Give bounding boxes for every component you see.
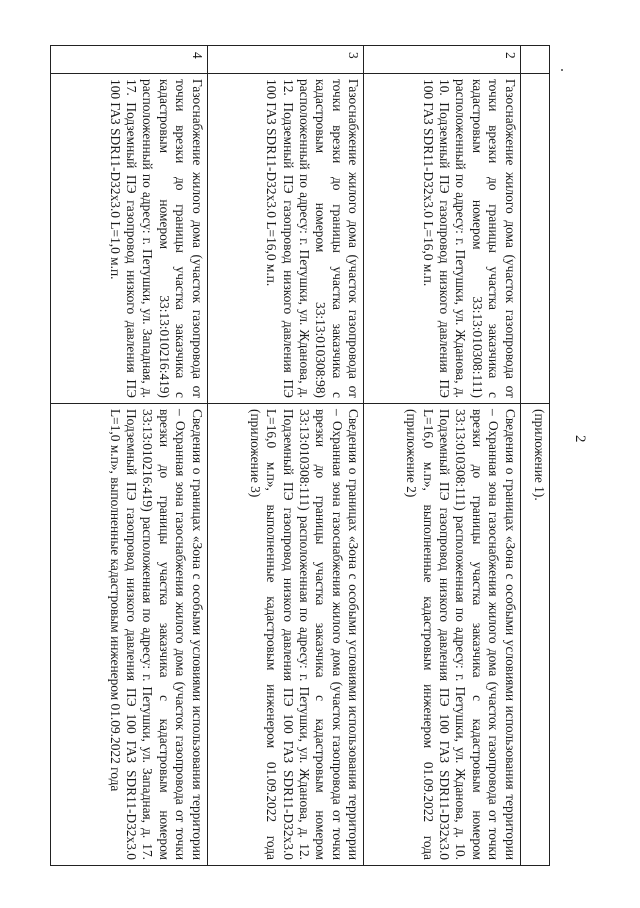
object-description: Газоснабжение жилого дома (участок газопровода от точки врезки до границы участка заказчика с кадастровым номером 33:13:010216:419) расположенный по адресу: г. Петушки, ул. Западная, д. 17. Подземный ПЭ газопровод низкого давления ПЭ 100 ГАЗ SDR11-D32x3.0 L=1,0 м.п. [51, 74, 208, 404]
header-cell-info: (приложение 1). [520, 404, 549, 866]
row-number: 3 [207, 46, 364, 74]
zone-info: Сведения о границах «Зона с особыми условиями использования территории – Охранная зона газоснабжения жилого дома (участок газопровода от точки врезки до границы участка заказчика с кадастровым номером 33:13:010216:419) расположенная по адресу: г. Петушки, ул. Западная, д. 17. Подземный ПЭ газопровод низкого давления ПЭ 100 ГАЗ SDR11-D32x3.0 L=1,0 м.п», выполненные кадастровым инженером 01.09.2022 года [51, 404, 208, 866]
scan-speck [561, 69, 563, 71]
row-number: 2 [364, 46, 521, 74]
table-row [520, 46, 549, 866]
row-number: 4 [51, 46, 208, 74]
header-cell-number [520, 46, 549, 74]
table-row [207, 46, 364, 866]
document-page [30, 20, 610, 870]
header-cell-object [520, 74, 549, 404]
zone-info: Сведения о границах «Зона с особыми условиями использования территории – Охранная зона газоснабжения жилого дома (участок газопровода от точки врезки до границы участка заказчика с кадастровым номером 33:13:010308:111) расположенная по адресу: г. Петушки, ул. Жданова, д. 10. Подземный ПЭ газопровод низкого давления ПЭ 100 ГАЗ SDR11-D32x3.0 L=16,0 м.п», выполненные кадастровым инженером 01.09.2022 года (приложение 2) [364, 404, 521, 866]
objects-table [50, 45, 550, 866]
zone-info: Сведения о границах «Зона с особыми условиями использования территории – Охранная зона газоснабжения жилого дома (участок газопровода от точки врезки до границы участка заказчика с кадастровым номером 33:13:010308:111) расположенная по адресу: г. Петушки, ул. Жданова, д. 12. Подземный ПЭ газопровод низкого давления ПЭ 100 ГАЗ SDR11-D32x3.0 L=16,0 м.п», выполненные кадастровым инженером 01.09.2022 года (приложение 3) [207, 404, 364, 866]
table-row [51, 46, 208, 866]
page-number: 2 [572, 435, 588, 443]
table-row [364, 46, 521, 866]
object-description: Газоснабжение жилого дома (участок газопровода от точки врезки до границы участка заказчика с кадастровым номером 33:13:010308:111) расположенный по адресу: г. Петушки, ул. Жданова, д. 10. Подземный ПЭ газопровод низкого давления ПЭ 100 ГАЗ SDR11-D32x3.0 L=16,0 м.п. [364, 74, 521, 404]
object-description: Газоснабжение жилого дома (участок газопровода от точки врезки до границы участка заказчика с кадастровым номером 33:13:010308:98) расположенный по адресу: г. Петушки, ул. Жданова, д. 12. Подземный ПЭ газопровод низкого давления ПЭ 100 ГАЗ SDR11-D32x3.0 L=16,0 м.п. [207, 74, 364, 404]
